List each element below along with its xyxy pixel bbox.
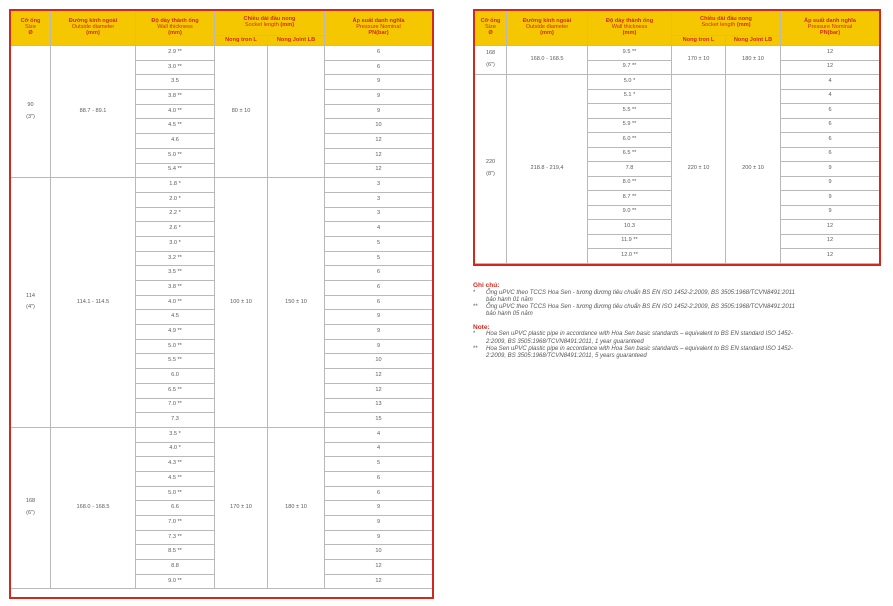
note-en-1: * Hoa Sen uPVC plastic pipe in accordance with Hoa Sen basic standards – equivalent to BS EN standard ISO 1452- 2:2009, BS 3505:1968/TCVN8491:2011, 1 year guaranteed bbox=[473, 331, 793, 345]
wall-thickness-cell: 5.4 ** bbox=[136, 163, 215, 178]
wall-thickness-cell: 5.5 ** bbox=[136, 354, 215, 369]
notes-en-title: Note: bbox=[473, 323, 490, 331]
wall-thickness-cell: 5.0 * bbox=[588, 75, 672, 90]
socket-l-cell: 80 ± 10 bbox=[215, 46, 268, 178]
wall-thickness-cell: 6.6 bbox=[136, 501, 215, 516]
col-wall-header: Độ dày thành ống Wall thickness (mm) bbox=[136, 11, 215, 46]
notes-vn-title: Ghi chú: bbox=[473, 282, 500, 289]
pressure-cell: 9 bbox=[781, 162, 880, 177]
table-row bbox=[475, 46, 880, 61]
pressure-cell: 6 bbox=[325, 281, 433, 296]
wall-thickness-cell: 4.0 ** bbox=[136, 295, 215, 310]
wall-thickness-cell: 5.1 * bbox=[588, 89, 672, 104]
pressure-cell: 4 bbox=[325, 427, 433, 442]
wall-thickness-cell: 5.5 ** bbox=[588, 104, 672, 119]
pressure-cell: 6 bbox=[325, 295, 433, 310]
wall-thickness-cell: 2.0 * bbox=[136, 192, 215, 207]
pressure-cell: 9 bbox=[325, 339, 433, 354]
pressure-cell: 3 bbox=[325, 192, 433, 207]
wall-thickness-cell: 4.3 ** bbox=[136, 457, 215, 472]
wall-thickness-cell: 12.0 ** bbox=[588, 249, 672, 264]
pressure-cell: 12 bbox=[325, 163, 433, 178]
wall-thickness-cell: 3.0 ** bbox=[136, 60, 215, 75]
pressure-cell: 10 bbox=[325, 354, 433, 369]
wall-thickness-cell: 5.0 ** bbox=[136, 339, 215, 354]
socket-lb-cell bbox=[268, 46, 325, 178]
wall-thickness-cell: 2.6 * bbox=[136, 222, 215, 237]
col-outside-header: Đường kính ngoài Outside diameter (mm) bbox=[51, 11, 136, 46]
pressure-cell: 5 bbox=[325, 236, 433, 251]
socket-lb-cell: 180 ± 10 bbox=[268, 427, 325, 589]
col-socket-lb-header: Nong Joint LB bbox=[726, 36, 781, 46]
wall-thickness-cell: 4.0 * bbox=[136, 442, 215, 457]
pressure-cell: 4 bbox=[781, 75, 880, 90]
pressure-cell: 12 bbox=[781, 220, 880, 235]
outside-diameter-cell: 88.7 - 89.1 bbox=[51, 46, 136, 178]
pressure-cell: 6 bbox=[781, 147, 880, 162]
col-pressure-header: Áp suất danh nghĩa Pressure Nominal PN(bar) bbox=[781, 11, 880, 46]
wall-thickness-cell: 5.9 ** bbox=[588, 118, 672, 133]
wall-thickness-cell: 7.8 bbox=[588, 162, 672, 177]
pressure-cell: 4 bbox=[325, 222, 433, 237]
pressure-cell: 10 bbox=[325, 119, 433, 134]
wall-thickness-cell: 1.8 * bbox=[136, 178, 215, 193]
pressure-cell: 9 bbox=[325, 501, 433, 516]
wall-thickness-cell: 8.5 ** bbox=[136, 545, 215, 560]
pressure-cell: 9 bbox=[325, 325, 433, 340]
wall-thickness-cell: 8.7 ** bbox=[588, 191, 672, 206]
wall-thickness-cell: 3.5 * bbox=[136, 427, 215, 442]
wall-thickness-cell: 3.8 ** bbox=[136, 90, 215, 105]
wall-thickness-cell: 3.0 * bbox=[136, 236, 215, 251]
pressure-cell: 12 bbox=[781, 46, 880, 61]
pressure-cell: 6 bbox=[781, 104, 880, 119]
wall-thickness-cell: 4.5 ** bbox=[136, 119, 215, 134]
wall-thickness-cell: 9.5 ** bbox=[588, 46, 672, 61]
wall-thickness-cell: 9.0 ** bbox=[136, 574, 215, 589]
wall-thickness-cell: 7.0 ** bbox=[136, 398, 215, 413]
note-en-2: ** Hoa Sen uPVC plastic pipe in accordance with Hoa Sen basic standards – equivalent to BS EN standard ISO 1452- 2:2009, BS 3505:1968/TCVN8491:2011, 5 years guaranteed bbox=[473, 345, 793, 359]
socket-l-cell: 100 ± 10 bbox=[215, 178, 268, 428]
pressure-cell: 12 bbox=[325, 383, 433, 398]
pressure-cell: 12 bbox=[325, 560, 433, 575]
wall-thickness-cell: 10.3 bbox=[588, 220, 672, 235]
pressure-cell: 13 bbox=[325, 398, 433, 413]
wall-thickness-cell: 3.8 ** bbox=[136, 281, 215, 296]
pressure-cell: 6 bbox=[325, 471, 433, 486]
wall-thickness-cell: 3.2 ** bbox=[136, 251, 215, 266]
col-socket-l-header: Nong tron L bbox=[215, 36, 268, 46]
size-cell: 90 (3") bbox=[11, 46, 51, 178]
pressure-cell: 9 bbox=[325, 310, 433, 325]
pressure-cell: 6 bbox=[325, 266, 433, 281]
outside-diameter-cell: 168.0 - 168.5 bbox=[51, 427, 136, 589]
size-cell: 220 (8") bbox=[475, 75, 507, 264]
pressure-cell: 12 bbox=[781, 249, 880, 264]
pressure-cell: 12 bbox=[781, 60, 880, 75]
wall-thickness-cell: 8.8 bbox=[136, 560, 215, 575]
pressure-cell: 12 bbox=[325, 369, 433, 384]
pressure-cell: 9 bbox=[325, 75, 433, 90]
pressure-cell: 4 bbox=[781, 89, 880, 104]
wall-thickness-cell: 6.5 ** bbox=[136, 383, 215, 398]
socket-lb-cell: 150 ± 10 bbox=[268, 178, 325, 428]
col-pressure-header: Áp suất danh nghĩa Pressure Nominal PN(bar) bbox=[325, 11, 433, 46]
pressure-cell: 9 bbox=[325, 530, 433, 545]
size-cell: 114 (4") bbox=[11, 178, 51, 428]
wall-thickness-cell: 9.0 ** bbox=[588, 205, 672, 220]
note-vn-2: ** Ống uPVC theo TCCS Hoa Sen - tương đương tiêu chuẩn BS EN ISO 1452-2:2009, BS 3505:1968/TCVN8491:2011 bảo hành 05 năm bbox=[473, 304, 795, 318]
col-socket-header: Chiều dài đầu nong Socket length (mm) bbox=[215, 11, 325, 36]
wall-thickness-cell: 6.0 bbox=[136, 369, 215, 384]
wall-thickness-cell: 4.0 ** bbox=[136, 104, 215, 119]
pressure-cell: 9 bbox=[781, 191, 880, 206]
wall-thickness-cell: 6.0 ** bbox=[588, 133, 672, 148]
socket-l-cell: 170 ± 10 bbox=[215, 427, 268, 589]
wall-thickness-cell: 3.5 bbox=[136, 75, 215, 90]
wall-thickness-cell: 7.0 ** bbox=[136, 516, 215, 531]
pressure-cell: 9 bbox=[781, 176, 880, 191]
wall-thickness-cell: 2.2 * bbox=[136, 207, 215, 222]
size-cell: 168 (6") bbox=[475, 46, 507, 75]
table-row bbox=[475, 75, 880, 90]
wall-thickness-cell: 4.6 bbox=[136, 134, 215, 149]
wall-thickness-cell: 5.0 ** bbox=[136, 486, 215, 501]
left-spec-table bbox=[10, 10, 433, 589]
table-row bbox=[11, 427, 433, 442]
pressure-cell: 6 bbox=[325, 60, 433, 75]
wall-thickness-cell: 4.5 ** bbox=[136, 471, 215, 486]
socket-lb-cell: 180 ± 10 bbox=[726, 46, 781, 75]
pressure-cell: 9 bbox=[325, 516, 433, 531]
col-size-header: Cỡ ống Size Ø bbox=[475, 11, 507, 46]
pressure-cell: 6 bbox=[781, 118, 880, 133]
col-wall-header: Độ dày thành ống Wall thickness (mm) bbox=[588, 11, 672, 46]
pressure-cell: 9 bbox=[325, 90, 433, 105]
table-row bbox=[11, 178, 433, 193]
pressure-cell: 6 bbox=[325, 46, 433, 61]
outside-diameter-cell: 218.8 - 219,4 bbox=[507, 75, 588, 264]
pressure-cell: 6 bbox=[781, 133, 880, 148]
socket-l-cell: 170 ± 10 bbox=[672, 46, 726, 75]
wall-thickness-cell: 11.9 ** bbox=[588, 234, 672, 249]
table-row bbox=[11, 46, 433, 61]
pressure-cell: 6 bbox=[325, 486, 433, 501]
pressure-cell: 12 bbox=[781, 234, 880, 249]
wall-thickness-cell: 4.5 bbox=[136, 310, 215, 325]
wall-thickness-cell: 9.7 ** bbox=[588, 60, 672, 75]
outside-diameter-cell: 114.1 - 114.5 bbox=[51, 178, 136, 428]
size-cell: 168 (6") bbox=[11, 427, 51, 589]
wall-thickness-cell: 4.9 ** bbox=[136, 325, 215, 340]
pressure-cell: 10 bbox=[325, 545, 433, 560]
socket-l-cell: 220 ± 10 bbox=[672, 75, 726, 264]
col-outside-header: Đường kính ngoài Outside diameter (mm) bbox=[507, 11, 588, 46]
pressure-cell: 3 bbox=[325, 178, 433, 193]
pressure-cell: 12 bbox=[325, 574, 433, 589]
pressure-cell: 4 bbox=[325, 442, 433, 457]
pressure-cell: 12 bbox=[325, 134, 433, 149]
wall-thickness-cell: 5.0 ** bbox=[136, 148, 215, 163]
wall-thickness-cell: 3.5 ** bbox=[136, 266, 215, 281]
col-socket-header: Chiều dài đầu nong Socket length (mm) bbox=[672, 11, 781, 36]
pressure-cell: 5 bbox=[325, 457, 433, 472]
wall-thickness-cell: 7.3 ** bbox=[136, 530, 215, 545]
pressure-cell: 9 bbox=[325, 104, 433, 119]
pressure-cell: 9 bbox=[781, 205, 880, 220]
col-size-header: Cỡ ống Size Ø bbox=[11, 11, 51, 46]
col-socket-l-header: Nong tron L bbox=[672, 36, 726, 46]
socket-lb-cell: 200 ± 10 bbox=[726, 75, 781, 264]
note-vn-1: * Ống uPVC theo TCCS Hoa Sen - tương đương tiêu chuẩn BS EN ISO 1452-2:2009, BS 3505:1968/TCVN8491:2011 bảo hành 01 năm bbox=[473, 289, 795, 303]
notes-section bbox=[473, 280, 878, 360]
wall-thickness-cell: 2.9 ** bbox=[136, 46, 215, 61]
wall-thickness-cell: 6.5 ** bbox=[588, 147, 672, 162]
wall-thickness-cell: 7.3 bbox=[136, 413, 215, 428]
pressure-cell: 5 bbox=[325, 251, 433, 266]
pressure-cell: 12 bbox=[325, 148, 433, 163]
pressure-cell: 3 bbox=[325, 207, 433, 222]
outside-diameter-cell: 168.0 - 168.5 bbox=[507, 46, 588, 75]
right-spec-table bbox=[474, 10, 880, 264]
col-socket-lb-header: Nong Joint LB bbox=[268, 36, 325, 46]
pressure-cell: 15 bbox=[325, 413, 433, 428]
wall-thickness-cell: 8.0 ** bbox=[588, 176, 672, 191]
